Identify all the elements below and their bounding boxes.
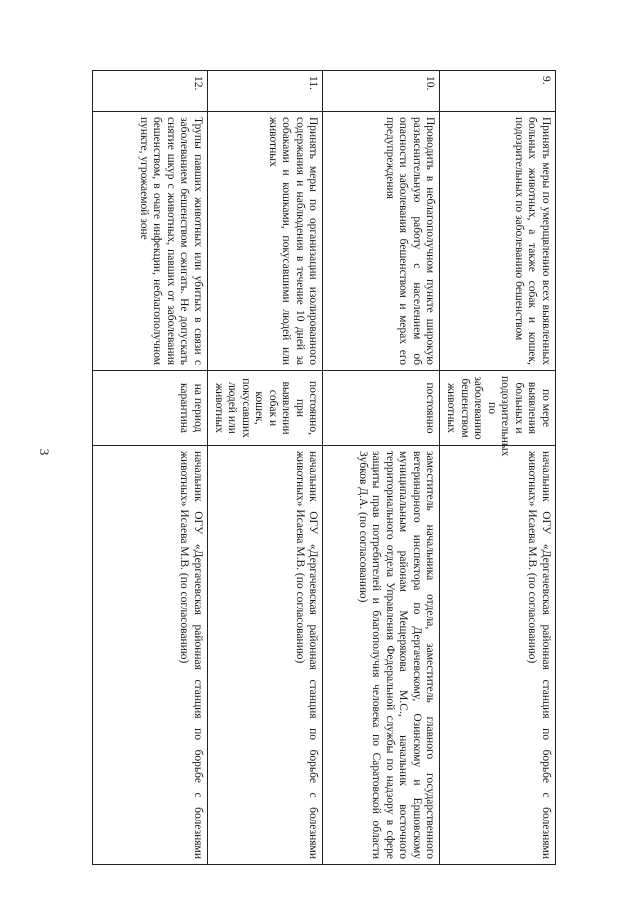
term-cell: постоянно xyxy=(323,371,440,446)
row-number: 11. xyxy=(208,71,324,112)
term-cell: постоянно, при выявлении собак и кошек, покусавших людей или животных xyxy=(208,371,324,446)
table-row xyxy=(323,71,440,865)
row-number: 9. xyxy=(440,71,556,112)
measure-cell: Принять меры по организации изолированного содержания и наблюдения в течение 10 дней за собаками и кошками, покусавшими людей или животных xyxy=(208,112,324,371)
table-row xyxy=(208,71,324,865)
responsible-cell: начальник ОГУ «Дергачевская районная станция по борьбе с болезнями животных» Исаева М.В. (по согласованию) xyxy=(93,446,208,865)
measure-cell: Трупы павших животных или убитых в связи с заболеванием бешенством сжигать. Не допускать снятие шкур с животных, павших от заболевания бешенством, в очаге инфекции, неблагополучном пункте, угрожаемой зоне xyxy=(93,112,208,371)
row-number: 10. xyxy=(323,71,440,112)
measure-cell: Принять меры по умерщвлению всех выявленных больных животных, а также собак и кошек, подозрительных по заболеванию бешенством xyxy=(440,112,556,371)
page-number: 3 xyxy=(37,448,52,456)
row-number: 12. xyxy=(93,71,208,112)
table-row xyxy=(440,71,556,865)
responsible-cell: начальник ОГУ «Дергачевская районная станция по борьбе с болезнями животных» Исаева М.В. (по согласованию) xyxy=(440,446,556,865)
measure-cell: Проводить в неблагополучном пункте широкую разъяснительную работу с населением об опасности заболевания бешенством и мерах его предупреждения xyxy=(323,112,440,371)
table-row xyxy=(93,71,208,865)
term-cell: по мере выявления больных и подозрительных по заболеванию бешенством животных xyxy=(440,371,556,446)
term-cell: на период карантина xyxy=(93,371,208,446)
measures-table xyxy=(92,70,556,865)
responsible-cell: заместитель начальника отдела, заместитель главного государственного ветеринарного инспектора по Дергачевскому, Озинскому и Ершовскому муниципальным районам Мещерякова М.С., начальник восточного территориального отдела Управления Федеральной службы по надзору в сфере защиты прав потребителей и благополучия человека по Саратовской области Зубков Д.А. (по согласованию) xyxy=(323,446,440,865)
responsible-cell: начальник ОГУ «Дергачевская районная станция по борьбе с болезнями животных» Исаева М.В. (по согласованию) xyxy=(208,446,324,865)
